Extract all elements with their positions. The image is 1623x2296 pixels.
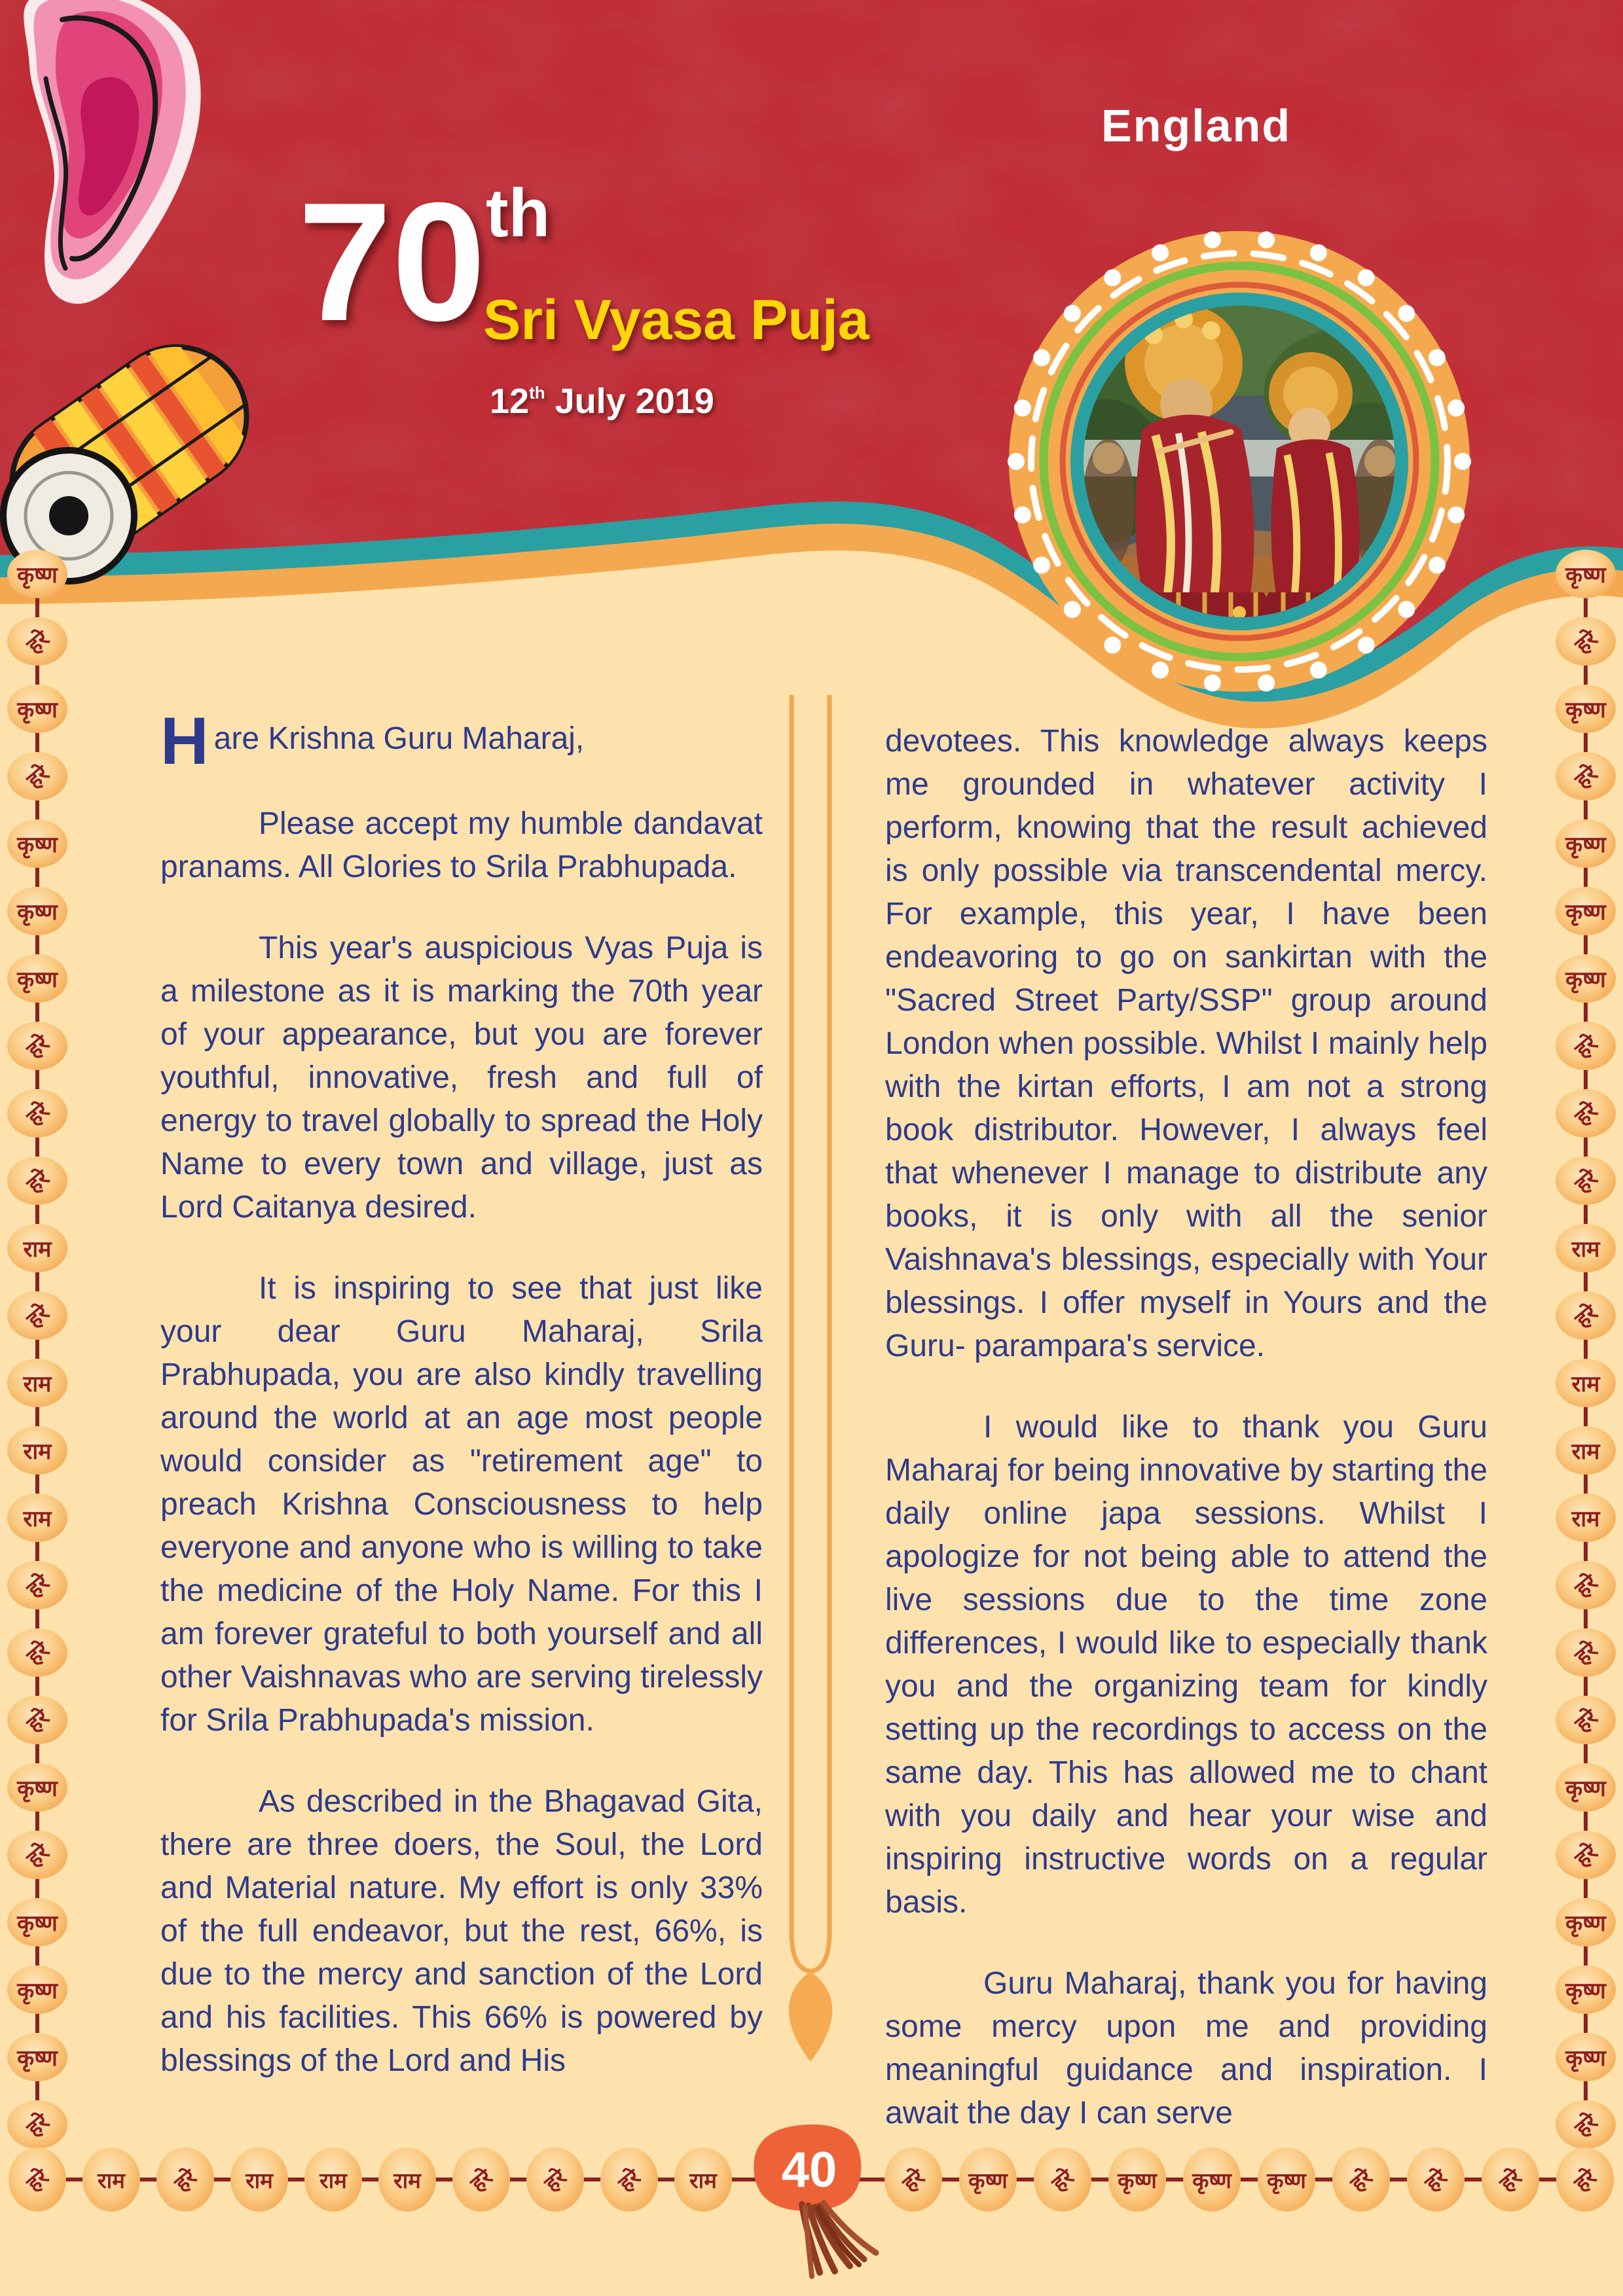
letter-paragraph: Guru Maharaj, thank you for having some mercy upon me and providing meaningful guidance and inspiration. I await the day I can serve: [885, 1966, 1487, 2130]
mantra-bead: हरे: [7, 1022, 67, 1070]
letter-paragraph: Please accept my humble dandavat pranams. All Glories to Srila Prabhupada.: [160, 806, 763, 884]
letter-salutation: [160, 704, 763, 778]
mantra-bead: हरे: [1556, 1561, 1616, 1609]
mantra-bead: राम: [7, 1224, 67, 1272]
deity-photo-medallion: [1008, 231, 1471, 692]
mantra-bead: कृष्ण: [1108, 2147, 1166, 2212]
mantra-bead: हरे: [1407, 2147, 1465, 2212]
mantra-bead: कृष्ण: [1556, 1763, 1616, 1812]
letter-paragraph: It is inspiring to see that just like your dear Guru Maharaj, Srila Prabhupada, you are also kindly travelling around the world at an age most people would consider as "retirement age" to preach Krishna Consciousness to help everyone and anyone who is willing to take the medicine of the Holy Name. For this I am forever grateful to both yourself and all other Vaishnavas who are serving tirelessly for Srila Prabhupada's mission.: [160, 1271, 763, 1738]
mantra-bead: हरे: [1556, 752, 1616, 800]
mantra-bead: कृष्ण: [1183, 2147, 1241, 2212]
letter-paragraph: I would like to thank you Guru Maharaj for being innovative by starting the daily online japa sessions. Whilst I apologize for not being able to attend the live sessions due to the time zone differences, I would like to especially thank you and the organizing team for kindly setting up the recordings to access on the same day. This has allowed me to chant with you daily and hear your wise and inspiring instructive words on a regular basis.: [885, 1410, 1487, 1920]
mantra-bead: कृष्ण: [959, 2147, 1017, 2212]
mantra-bead: कृष्ण: [7, 685, 67, 733]
mantra-bead: राम: [7, 1359, 67, 1407]
mantra-bead: राम: [82, 2147, 140, 2212]
mantra-bead: राम: [1556, 1426, 1616, 1475]
mantra-bead: हरे: [1556, 617, 1616, 666]
mantra-bead: हरे: [7, 617, 67, 666]
mantra-bead: राम: [7, 1494, 67, 1542]
letter-left-column: [160, 704, 763, 2121]
page-number: 40: [781, 2142, 837, 2198]
mantra-bead-border-left: [7, 550, 67, 2149]
mantra-bead: कृष्ण: [7, 1898, 67, 1946]
country-label: England: [1101, 100, 1292, 151]
mantra-bead: हरे: [526, 2147, 584, 2212]
mantra-bead: हरे: [156, 2147, 214, 2212]
mantra-bead: हरे: [1556, 1628, 1616, 1677]
mantra-bead: हरे: [452, 2147, 510, 2212]
anniversary-number-value: 70: [298, 167, 486, 356]
mantra-bead: हरे: [7, 1157, 67, 1205]
mantra-bead: कृष्ण: [7, 550, 67, 598]
mantra-bead: कृष्ण: [1258, 2147, 1315, 2212]
mantra-bead: कृष्ण: [1556, 685, 1616, 733]
mantra-bead: हरे: [884, 2147, 942, 2212]
event-date-day: 12: [490, 382, 530, 421]
mantra-bead: कृष्ण: [1556, 550, 1616, 598]
mantra-bead: कृष्ण: [7, 954, 67, 1003]
mantra-bead: हरे: [1556, 1291, 1616, 1340]
mantra-bead: हरे: [7, 1696, 67, 1744]
event-date-rest: July 2019: [545, 382, 714, 421]
mantra-bead-border-right: [1556, 550, 1616, 2149]
salutation-dropcap: H: [160, 704, 209, 778]
mantra-bead: कृष्ण: [7, 1763, 67, 1812]
mantra-bead: हरे: [1556, 1022, 1616, 1070]
mantra-bead: हरे: [7, 752, 67, 800]
mantra-bead: कृष्ण: [1556, 887, 1616, 935]
event-title: Sri Vyasa Puja: [483, 289, 869, 351]
mantra-bead: हरे: [1332, 2147, 1390, 2212]
mantra-bead: हरे: [1556, 1696, 1616, 1744]
mantra-bead: हरे: [600, 2147, 658, 2212]
mantra-bead: कृष्ण: [7, 887, 67, 935]
mantra-bead: हरे: [1556, 1157, 1616, 1205]
mantra-bead: हरे: [1482, 2147, 1539, 2212]
mantra-bead: कृष्ण: [1556, 1898, 1616, 1946]
mantra-bead: हरे: [1556, 1089, 1616, 1138]
mantra-bead: कृष्ण: [1556, 819, 1616, 868]
event-date: [490, 381, 714, 422]
column-divider-ornament: [789, 695, 833, 2062]
mantra-bead: राम: [1556, 1224, 1616, 1272]
mantra-bead: कृष्ण: [7, 819, 67, 868]
mantra-bead: हरे: [7, 2100, 67, 2149]
event-date-ordinal: th: [529, 383, 545, 403]
letter-paragraph: devotees. This knowledge always keeps me grounded in whatever activity I perform, knowing that the result achieved is only possible via transcendental mercy. For example, this year, I have been endeavoring to go on sankirtan with the "Sacred Street Party/SSP" group around London when possible. Whilst I mainly help with the kirtan efforts, I am not a strong book distributor. However, I always feel that whenever I manage to distribute any books, it is only with all the senior Vaishnava's blessings, especially with Your blessings. I offer myself in Yours and the Guru- parampara's service.: [885, 724, 1487, 1363]
mantra-bead: राम: [1556, 1359, 1616, 1407]
mantra-bead: कृष्ण: [1556, 2033, 1616, 2081]
mantra-bead: हरे: [1034, 2147, 1091, 2212]
mantra-bead: हरे: [1556, 2100, 1616, 2149]
mantra-bead: राम: [304, 2147, 362, 2212]
mantra-bead: हरे: [9, 2147, 66, 2212]
mantra-bead: हरे: [7, 1089, 67, 1138]
mantra-bead: कृष्ण: [7, 1965, 67, 2014]
mala-tassel-icon: [802, 2203, 876, 2276]
mantra-bead: राम: [674, 2147, 732, 2212]
mantra-bead: राम: [230, 2147, 288, 2212]
mantra-bead: हरे: [1556, 2147, 1614, 2212]
mantra-bead: कृष्ण: [1556, 954, 1616, 1003]
letter-paragraph: As described in the Bhagavad Gita, there are three doers, the Soul, the Lord and Material nature. My effort is only 33% of the full endeavor, but the rest, 66%, is due to the mercy and sanction of the Lord and his facilities. This 66% is powered by blessings of the Lord and His: [160, 1784, 763, 2078]
mantra-bead: हरे: [7, 1628, 67, 1677]
anniversary-ordinal: th: [485, 175, 551, 251]
mantra-bead: हरे: [1556, 1831, 1616, 1879]
mantra-bead: हरे: [7, 1291, 67, 1340]
mantra-bead: हरे: [7, 1831, 67, 1879]
mantra-bead: राम: [7, 1426, 67, 1475]
mantra-bead: राम: [378, 2147, 436, 2212]
letter-paragraph: This year's auspicious Vyas Puja is a milestone as it is marking the 70th year of your appearance, but you are forever youthful, innovative, fresh and full of energy to travel globally to spread the Holy Name to every town and village, just as Lord Caitanya desired.: [160, 931, 763, 1225]
letter-right-column: [885, 720, 1487, 2173]
mantra-bead: हरे: [7, 1561, 67, 1609]
mantra-bead: कृष्ण: [1556, 1965, 1616, 2014]
salutation-text: are Krishna Guru Maharaj,: [213, 721, 585, 756]
mantra-bead: राम: [1556, 1494, 1616, 1542]
mantra-bead: कृष्ण: [7, 2033, 67, 2081]
